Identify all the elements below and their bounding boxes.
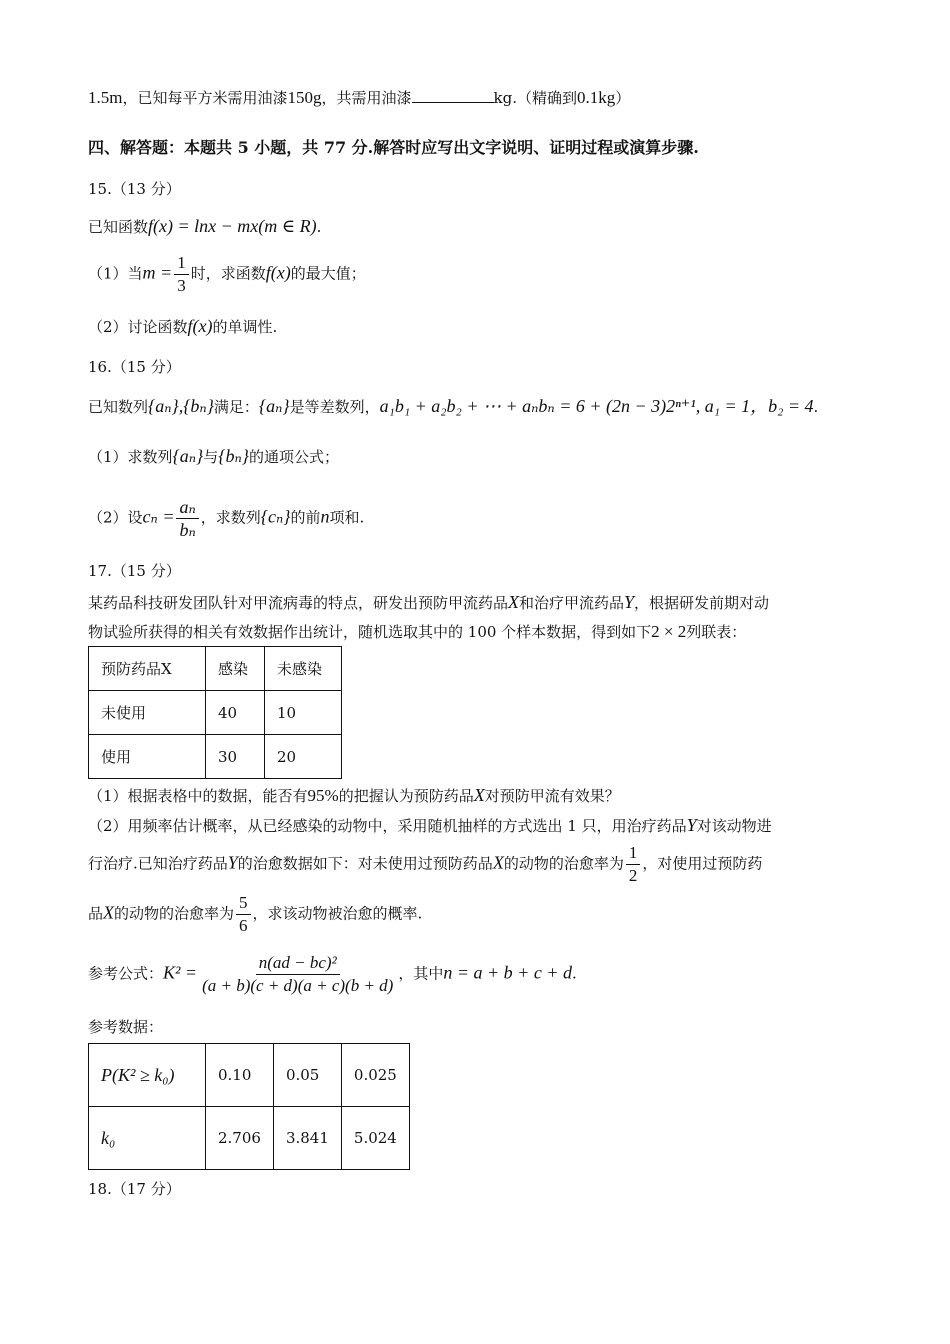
table-cell: 未使用 (89, 691, 206, 735)
q17-head: 17.（15 分） (88, 562, 181, 580)
formula-n: n = a + b + c + d (443, 962, 572, 983)
q17-stem1-y: Y (624, 592, 635, 612)
q17-p2-l2-c: 的动物的治愈率为 (503, 854, 624, 873)
table-cell: 0.025 (341, 1044, 409, 1107)
q16-part2 (88, 496, 364, 541)
q15-p1-end: 的最大值； (290, 264, 366, 283)
q16-p2-prefix: （2）设 (88, 508, 143, 527)
formula-end: . (571, 964, 577, 983)
q16-stem (88, 395, 818, 418)
table-header-cell: 感染 (206, 647, 265, 691)
q16-sum-equation: a₁b₁ + a₂b₂ + ⋯ + aₙbₙ = 6 + (2n − 3)2ⁿ⁺¹, a₁ = 1， (379, 396, 769, 416)
q16-p2-n: n (320, 506, 330, 527)
critical-value-table (88, 1043, 410, 1170)
q15-head: 15.（13 分） (88, 180, 181, 198)
q15-part2 (88, 315, 277, 338)
q17-stem1-c: ，根据研发前期对动 (634, 594, 770, 612)
q16-stem-end: . (813, 398, 819, 416)
q15-p2-end: 的单调性. (212, 318, 278, 336)
table-row (89, 691, 342, 735)
q16-p2-cn: cₙ = (142, 506, 175, 527)
fraction-denominator: 3 (177, 276, 186, 295)
q17-part2-line1 (88, 814, 772, 837)
q16-stem-mid2: 是等差数列， (289, 398, 380, 416)
q17-p2-l2-b: 的治愈数据如下：对未使用过预防药品 (237, 854, 493, 873)
fraction-denominator: 2 (628, 866, 638, 885)
q14-precision: 0.1kg (576, 88, 616, 107)
q17-p2-l1-a: （2）用频率估计概率，从已经感染的动物中，采用随机抽样的方式选出 1 只，用治疗药品 (88, 817, 687, 835)
q17-stem2-2x2: 2 × 2 (651, 622, 687, 641)
q14-paint-per-m2: 150g (287, 88, 322, 107)
q14-text-4: ） (615, 89, 631, 107)
q15-stem-prefix: 已知函数 (88, 218, 149, 236)
formula-mid: ，其中 (398, 964, 444, 983)
q16-b2: b₂ = 4 (768, 396, 814, 416)
q17-p1-pct: 95% (307, 786, 339, 805)
q15-part1 (88, 252, 366, 297)
q16-p1-end: 的通项公式； (248, 448, 339, 466)
q17-part1 (88, 784, 620, 807)
q17-p1-x: X (473, 785, 485, 805)
table-row (89, 735, 342, 779)
q14-text-3: kg.（精确到 (493, 89, 577, 107)
q17-part2-line3 (88, 892, 422, 937)
q15-p1-m: m = (142, 262, 173, 283)
q15-stem (88, 215, 321, 238)
q17-p2-l3-x: X (103, 902, 115, 923)
q14-text-2: ，共需用油漆 (321, 89, 412, 107)
q17-stem2-b: 列联表： (686, 623, 747, 641)
fraction-denominator: bₙ (179, 520, 196, 540)
q15-p2-prefix: （2）讨论函数 (88, 318, 188, 336)
table-cell: 使用 (89, 735, 206, 779)
q17-formula (88, 952, 577, 997)
table-cell: 20 (265, 735, 342, 779)
q16-p2-mid: ，求数列 (200, 508, 261, 527)
q15-p1-fx: f(x) (265, 262, 291, 283)
table-header-cell: 未感染 (265, 647, 342, 691)
q14-length: 1.5m (88, 88, 123, 107)
q17-p2-l2-a: 行治疗.已知治疗药品 (88, 854, 228, 873)
table-cell: 0.05 (273, 1044, 341, 1107)
table-cell: 40 (206, 691, 265, 735)
q16-p2-mid2: 的前 (290, 508, 321, 527)
fraction-numerator: n(ad − bc)² (256, 952, 340, 975)
q17-p1-c: 对预防甲流有效果？ (484, 787, 620, 805)
q17-p2-l3-a: 品 (88, 904, 104, 923)
ref-data-label: 参考数据： (88, 1018, 164, 1036)
fraction-numerator: aₙ (176, 496, 198, 519)
table-header-cell: 预防药品X (89, 647, 206, 691)
q15-p1-fraction (174, 252, 189, 297)
table-cell: 0.10 (206, 1044, 274, 1107)
q17-p2-l2-y: Y (227, 852, 238, 873)
q16-p1-seq-b: {bₙ} (218, 446, 249, 466)
q16-p2-end: 项和. (329, 508, 365, 527)
q17-p2-l1-b: 对该动物进 (696, 817, 772, 835)
q17-part2-line2 (88, 842, 762, 887)
table-cell: 2.706 (206, 1107, 274, 1170)
q17-p2-l2-d: ，对使用过预防药 (642, 854, 763, 873)
table-label-cell: k₀ (89, 1107, 206, 1170)
q14-text-1: ，已知每平方米需用油漆 (122, 89, 288, 107)
q17-stem-2 (88, 621, 746, 643)
q16-p1-prefix: （1）求数列 (88, 448, 173, 466)
q16-p2-fraction (176, 496, 198, 541)
fraction-denominator: 6 (239, 916, 248, 935)
q18-head: 18.（17 分） (88, 1180, 181, 1198)
q17-cure-rate-unused (626, 842, 641, 887)
q16-p1-mid: 与 (203, 448, 219, 466)
q17-p1-a: （1）根据表格中的数据，能否有 (88, 787, 308, 805)
q15-p1-suffix: 时，求函数 (190, 264, 266, 283)
q17-stem2-a: 物试验所获得的相关有效数据作出统计，随机选取其中的 100 个样本数据，得到如下 (88, 623, 652, 641)
table-row (89, 1044, 410, 1107)
fraction-numerator: 5 (236, 892, 251, 915)
q16-head: 16.（15 分） (88, 358, 181, 376)
q15-stem-suffix: . (316, 218, 322, 236)
q17-p2-l3-c: ，求该动物被治愈的概率. (252, 904, 423, 923)
q15-function: f(x) = lnx − mx(m ∈ R) (148, 216, 317, 236)
table-cell: 5.024 (341, 1107, 409, 1170)
contingency-table (88, 646, 342, 779)
fraction-numerator: 1 (174, 252, 189, 275)
q14-tail-line (88, 86, 630, 109)
q16-part1 (88, 445, 339, 468)
q16-seq-a: {aₙ} (258, 396, 290, 416)
answer-blank (412, 86, 494, 103)
q17-p2-l3-b: 的动物的治愈率为 (114, 904, 235, 923)
fraction-numerator: 1 (626, 842, 641, 865)
formula-k2: K² = (163, 962, 198, 983)
q15-p1-prefix: （1）当 (88, 264, 143, 283)
q17-p2-l1-y: Y (686, 815, 697, 835)
q16-sequences: {aₙ},{bₙ} (148, 396, 214, 416)
table-header-row (89, 647, 342, 691)
q16-stem-prefix: 已知数列 (88, 398, 149, 416)
formula-fraction (199, 952, 396, 997)
fraction-denominator: (a + b)(c + d)(a + c)(b + d) (202, 976, 394, 995)
q17-stem-1 (88, 591, 769, 614)
table-label-cell: P(K² ≥ k₀) (89, 1044, 206, 1107)
q17-stem1-a: 某药品科技研发团队针对甲流病毒的特点，研发出预防甲流药品 (88, 594, 509, 612)
q15-p2-fx: f(x) (187, 316, 213, 336)
q16-stem-mid: 满足： (213, 398, 259, 416)
table-cell: 10 (265, 691, 342, 735)
table-cell: 30 (206, 735, 265, 779)
q17-p1-b: 的把握认为预防药品 (338, 787, 474, 805)
q16-p2-seq: {cₙ} (260, 506, 291, 527)
q17-cure-rate-used (236, 892, 251, 937)
q17-stem1-b: 和治疗甲流药品 (519, 594, 625, 612)
formula-label: 参考公式： (88, 964, 164, 983)
table-cell: 3.841 (273, 1107, 341, 1170)
section-header: 四、解答题：本题共 5 小题，共 77 分.解答时应写出文字说明、证明过程或演算步骤. (88, 138, 699, 157)
q17-stem1-x: X (508, 592, 520, 612)
table-row (89, 1107, 410, 1170)
q17-p2-l2-x: X (492, 852, 504, 873)
q16-p1-seq-a: {aₙ} (172, 446, 204, 466)
